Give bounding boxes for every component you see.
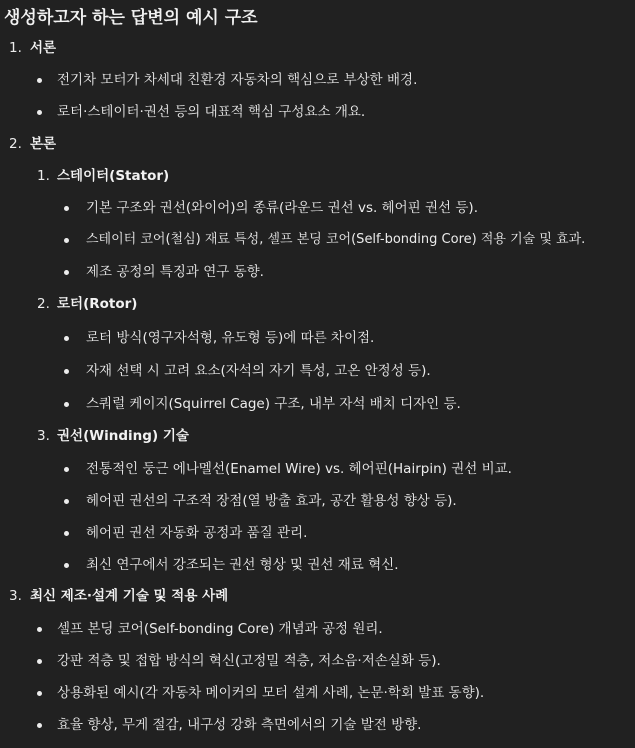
page-title: 생성하고자 하는 답변의 예시 구조 xyxy=(4,8,258,28)
bullet-dot-icon xyxy=(37,723,42,728)
list-item: 제조 공정의 특징과 연구 동향. xyxy=(86,264,264,280)
list-item: 자재 선택 시 고려 요소(자석의 자기 특성, 고온 안정성 등). xyxy=(86,363,431,379)
section-heading-latest-tech: 최신 제조·설계 기술 및 적용 사례 xyxy=(30,588,229,604)
list-item: 효율 향상, 무게 절감, 내구성 강화 측면에서의 기술 발전 방향. xyxy=(57,717,422,733)
bullet-dot-icon xyxy=(64,336,69,341)
subsection-number: 2. xyxy=(37,296,50,312)
bullet-dot-icon xyxy=(64,467,69,472)
subsection-number: 1. xyxy=(37,168,50,184)
section-heading-body: 본론 xyxy=(30,136,57,152)
list-item: 헤어핀 권선의 구조적 장점(열 방출 효과, 공간 활용성 향상 등). xyxy=(86,493,457,509)
section-number: 2. xyxy=(9,136,22,152)
list-item: 전통적인 둥근 에나멜선(Enamel Wire) vs. 헤어핀(Hairpin) 권선 비교. xyxy=(86,461,512,477)
section-number: 1. xyxy=(9,40,22,56)
bullet-dot-icon xyxy=(37,110,42,115)
list-item: 스테이터 코어(철심) 재료 특성, 셀프 본딩 코어(Self-bonding Core) 적용 기술 및 효과. xyxy=(86,232,586,247)
bullet-dot-icon xyxy=(64,238,69,243)
subsection-heading-winding: 권선(Winding) 기술 xyxy=(57,428,189,444)
bullet-dot-icon xyxy=(64,369,69,374)
bullet-dot-icon xyxy=(64,531,69,536)
bullet-dot-icon xyxy=(37,627,42,632)
list-item: 헤어핀 권선 자동화 공정과 품질 관리. xyxy=(86,525,308,541)
bullet-dot-icon xyxy=(64,563,69,568)
list-item: 최신 연구에서 강조되는 권선 형상 및 권선 재료 혁신. xyxy=(86,557,399,573)
list-item: 기본 구조와 권선(와이어)의 종류(라운드 권선 vs. 헤어핀 권선 등). xyxy=(86,200,478,216)
subsection-number: 3. xyxy=(37,428,50,444)
bullet-dot-icon xyxy=(64,499,69,504)
bullet-dot-icon xyxy=(64,270,69,275)
bullet-dot-icon xyxy=(64,402,69,407)
list-item: 로터·스테이터·권선 등의 대표적 핵심 구성요소 개요. xyxy=(57,104,366,120)
bullet-dot-icon xyxy=(37,691,42,696)
list-item: 셀프 본딩 코어(Self-bonding Core) 개념과 공정 원리. xyxy=(57,621,383,637)
subsection-heading-stator: 스테이터(Stator) xyxy=(57,168,170,184)
list-item: 전기차 모터가 차세대 친환경 자동차의 핵심으로 부상한 배경. xyxy=(57,72,418,88)
list-item: 로터 방식(영구자석형, 유도형 등)에 따른 차이점. xyxy=(86,330,375,346)
section-heading-intro: 서론 xyxy=(30,40,57,56)
list-item: 스쿼럴 케이지(Squirrel Cage) 구조, 내부 자석 배치 디자인 등. xyxy=(86,396,461,412)
list-item: 강판 적층 및 접합 방식의 혁신(고정밀 적층, 저소음·저손실화 등). xyxy=(57,653,441,669)
bullet-dot-icon xyxy=(37,78,42,83)
subsection-heading-rotor: 로터(Rotor) xyxy=(57,296,138,312)
list-item: 상용화된 예시(각 자동차 메이커의 모터 설계 사례, 논문·학회 발표 동향). xyxy=(57,685,485,701)
bullet-dot-icon xyxy=(64,206,69,211)
section-number: 3. xyxy=(9,588,22,604)
bullet-dot-icon xyxy=(37,659,42,664)
